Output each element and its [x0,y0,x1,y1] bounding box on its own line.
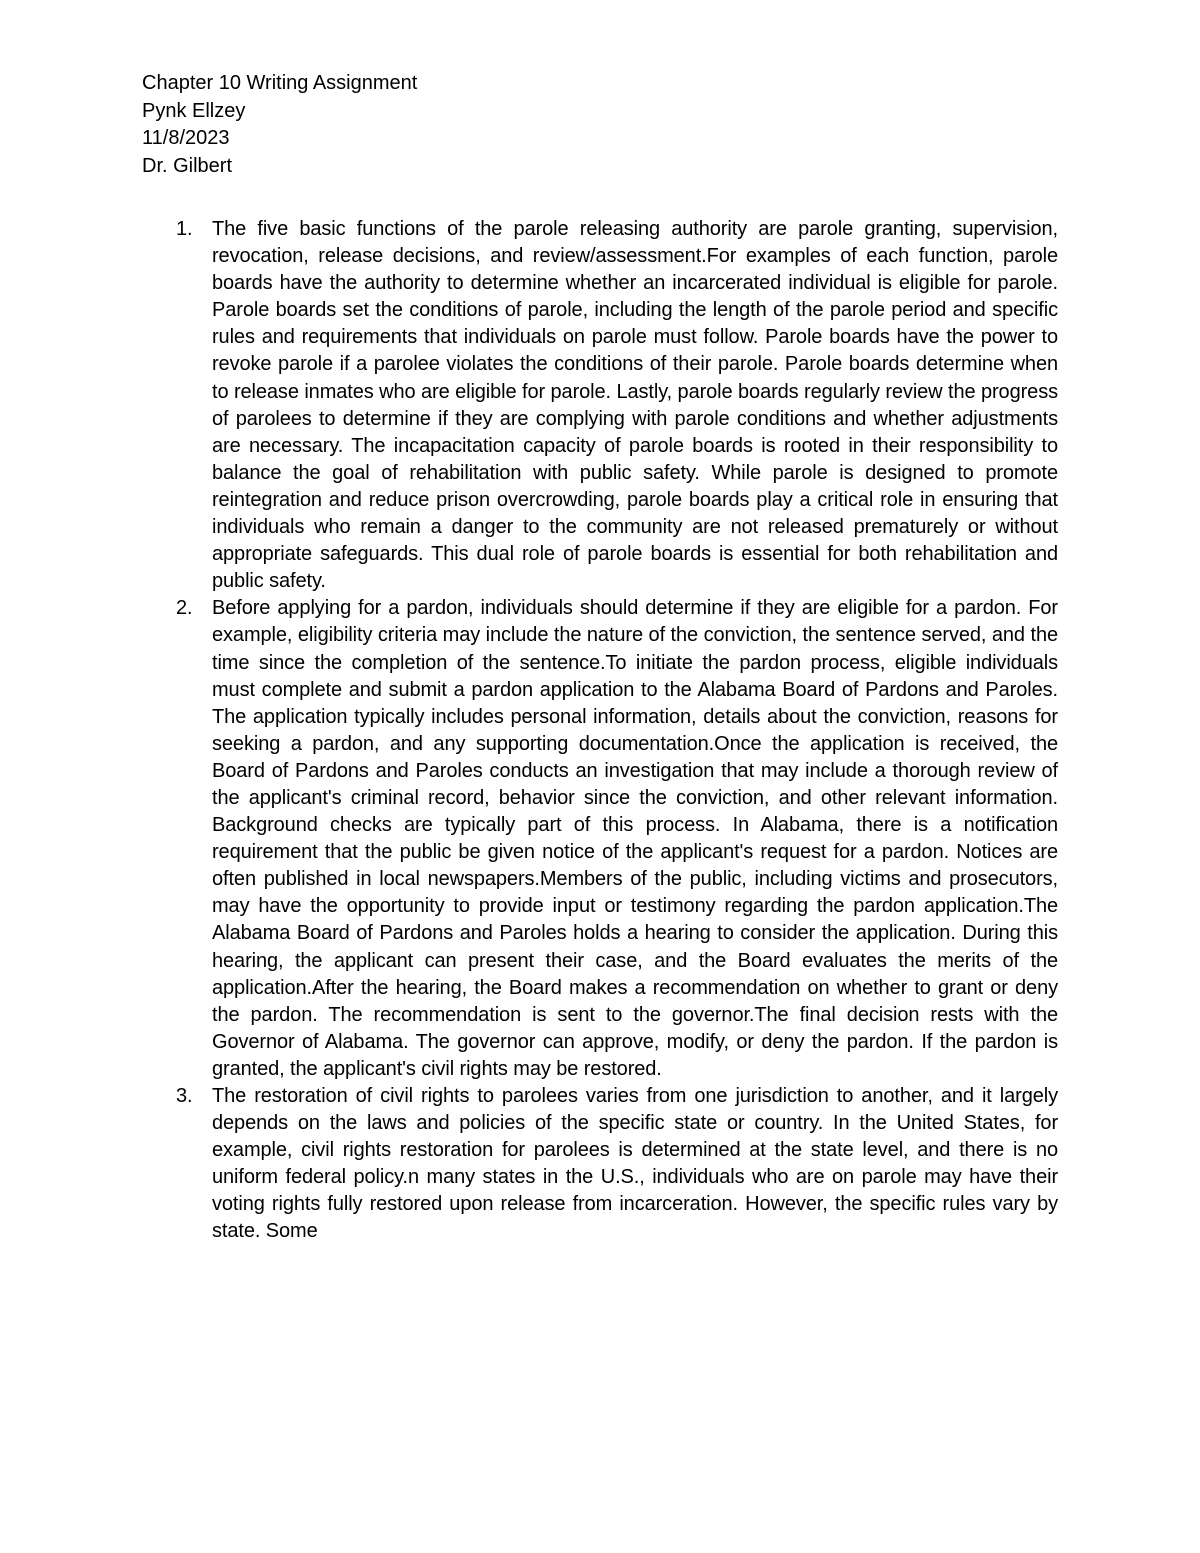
document-header [142,70,742,180]
instructor-name: Dr. Gilbert [142,154,233,177]
answer-text: The restoration of civil rights to parolees varies from one jurisdiction to another, and it largely depends on the laws and policies of the specific state or country. In the United States, for example, civil rights restoration for parolees is determined at the state level, and there is no uniform federal policy.n many states in the U.S., individuals who are on parole may have their voting rights fully restored upon release from incarceration. However, the specific rules vary by state. Some [212,1085,1058,1243]
answer-text: The five basic functions of the parole releasing authority are parole granting, supervision, revocation, release decisions, and review/assessment.For examples of each function, parole boards have the authority to determine whether an incarcerated individual is eligible for parole. Parole boards set the conditions of parole, including the length of the parole period and specific rules and requirements that individuals on parole must follow. Parole boards have the power to revoke parole if a parolee violates the conditions of their parole. Parole boards determine when to release inmates who are eligible for parole. Lastly, parole boards regularly review the progress of parolees to determine if they are complying with parole conditions and whether adjustments are necessary. The incapacitation capacity of parole boards is rooted in their responsibility to balance the goal of rehabilitation with public safety. While parole is designed to promote reintegration and reduce prison overcrowding, parole boards play a critical role in ensuring that individuals who remain a danger to the community are not released prematurely or without appropriate safeguards. This dual role of parole boards is essential for both rehabilitation and public safety. [212,218,1058,593]
answer-number: 3. [176,1085,193,1107]
answer-item-1 [142,216,1058,595]
answer-item-2 [142,595,1058,1083]
answer-number: 2. [176,597,193,620]
answer-text: Before applying for a pardon, individuals should determine if they are eligible for a pardon. For example, eligibility criteria may include the nature of the conviction, the sentence served, and the time since the completion of the sentence.To initiate the pardon process, eligible individuals must complete and submit a pardon application to the Alabama Board of Pardons and Paroles. The application typically includes personal information, details about the conviction, reasons for seeking a pardon, and any supporting documentation.Once the application is received, the Board of Pardons and Paroles conducts an investigation that may include a thorough review of the applicant's criminal record, behavior since the conviction, and other relevant information. Background checks are typically part of this process. In Alabama, there is a notification requirement that the public be given notice of the applicant's request for a pardon. Notices are often published in local newspapers.Members of the public, including victims and prosecutors, may have the opportunity to provide input or testimony regarding the pardon application.The Alabama Board of Pardons and Paroles holds a hearing to consider the application. During this hearing, the applicant can present their case, and the Board evaluates the merits of the application.After the hearing, the Board makes a recommendation on whether to grant or deny the pardon. The recommendation is sent to the governor.The final decision rests with the Governor of Alabama. The governor can approve, modify, or deny the pardon. If the pardon is granted, the applicant's civil rights may be restored. [212,597,1058,1080]
assignment-title: Chapter 10 Writing Assignment [142,72,418,94]
answer-number: 1. [176,218,193,240]
answer-item-3 [142,1083,1058,1246]
author-name: Pynk Ellzey [142,99,246,122]
assignment-date: 11/8/2023 [142,127,230,149]
answer-list [142,216,1058,1246]
